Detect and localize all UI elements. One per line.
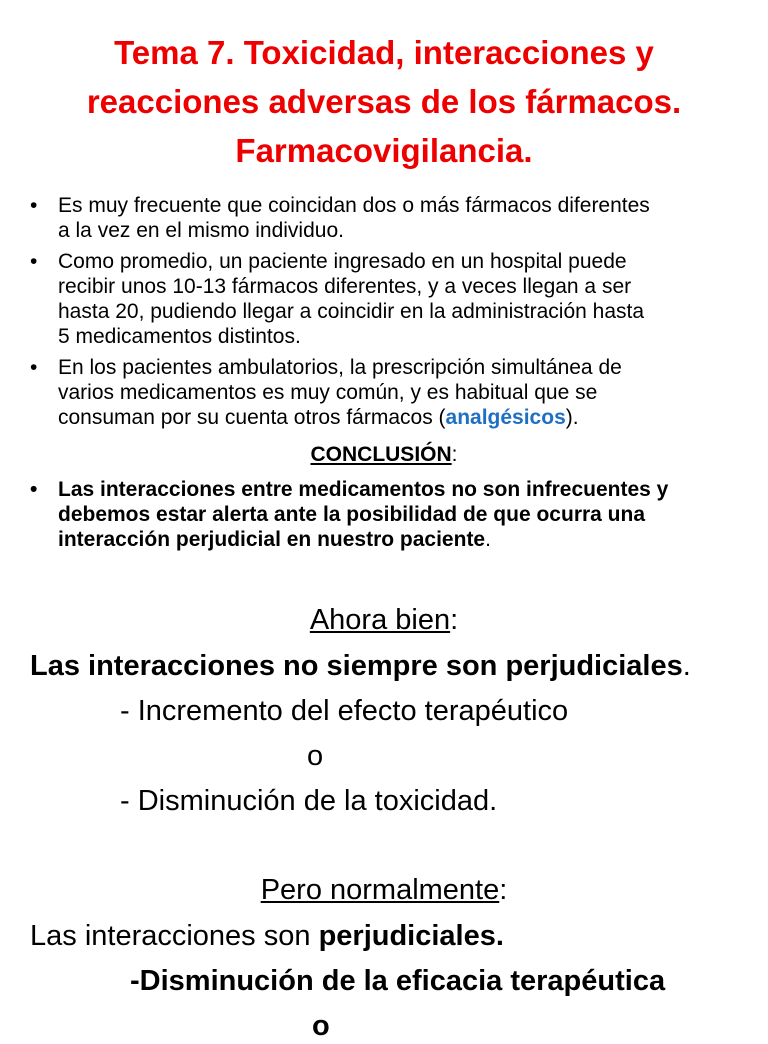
- pero-statement-text: Las interacciones son: [30, 920, 319, 952]
- ahora-statement: [30, 648, 691, 684]
- conclusion-line: [58, 527, 750, 552]
- pero-item-1: -Disminución de la eficacia terapéutica: [130, 965, 666, 997]
- bullet-line: a la vez en el mismo individuo.: [58, 219, 344, 242]
- conclusion-item: [30, 477, 750, 552]
- conclusion-line: debemos estar alerta ante la posibilidad de que ocurra una: [58, 503, 646, 526]
- bullet-item: [30, 249, 750, 349]
- pero-heading-colon: :: [499, 874, 508, 906]
- bullet-item: [30, 193, 750, 243]
- bullet-line: Es muy frecuente que coincidan dos o más fármacos diferentes: [58, 194, 650, 217]
- conclusion-text: interacción perjudicial en nuestro paciente: [58, 528, 486, 551]
- pero-heading-text: Pero normalmente: [260, 874, 500, 906]
- conclusion-period: .: [485, 528, 491, 551]
- title-line-2: reacciones adversas de los fármacos.: [86, 83, 682, 120]
- bullet-line: En los pacientes ambulatorios, la prescripción simultánea de: [58, 356, 622, 379]
- bullet-text: consuman por su cuenta otros fármacos (: [58, 406, 446, 429]
- pero-statement-bold: perjudiciales.: [318, 920, 504, 952]
- ahora-heading: [0, 602, 768, 638]
- bullet-line: recibir unos 10-13 fármacos diferentes, y a veces llegan a ser: [58, 275, 632, 298]
- bullet-item: [30, 355, 750, 430]
- title-line-3: Farmacovigilancia.: [235, 132, 533, 169]
- bullet-line: hasta 20, pudiendo llegar a coincidir en la administración hasta: [58, 300, 645, 323]
- bullet-line: [58, 405, 750, 430]
- bullet-dot: •: [30, 478, 38, 501]
- pero-connector: o: [312, 1010, 330, 1042]
- conclusion-heading: [0, 442, 768, 468]
- ahora-item-2: - Disminución de la toxicidad.: [120, 785, 498, 817]
- highlight-analgesicos: analgésicos: [445, 406, 566, 429]
- conclusion-heading-text: CONCLUSIÓN: [310, 443, 452, 466]
- bullet-dot: •: [30, 250, 38, 273]
- slide-title: [20, 28, 748, 175]
- bullet-list: [30, 193, 750, 436]
- bullet-line: varios medicamentos es muy común, y es habitual que se: [58, 381, 598, 404]
- conclusion-heading-colon: :: [451, 443, 458, 466]
- title-line-1: Tema 7. Toxicidad, interacciones y: [114, 34, 654, 71]
- bullet-dot: •: [30, 356, 38, 379]
- pero-statement: [30, 918, 504, 954]
- bullet-line: 5 medicamentos distintos.: [58, 325, 301, 348]
- ahora-item-1: - Incremento del efecto terapéutico: [120, 695, 569, 727]
- bullet-line: Como promedio, un paciente ingresado en un hospital puede: [58, 250, 627, 273]
- conclusion-line: Las interacciones entre medicamentos no son infrecuentes y: [58, 478, 669, 501]
- pero-heading: [0, 872, 768, 908]
- bullet-text: ).: [565, 406, 579, 429]
- ahora-connector: o: [307, 740, 324, 772]
- bullet-dot: •: [30, 194, 38, 217]
- ahora-heading-colon: :: [450, 604, 459, 636]
- ahora-statement-period: .: [682, 650, 691, 682]
- ahora-heading-text: Ahora bien: [309, 604, 451, 636]
- ahora-statement-text: Las interacciones no siempre son perjudiciales: [30, 650, 683, 682]
- conclusion-list: [30, 477, 750, 558]
